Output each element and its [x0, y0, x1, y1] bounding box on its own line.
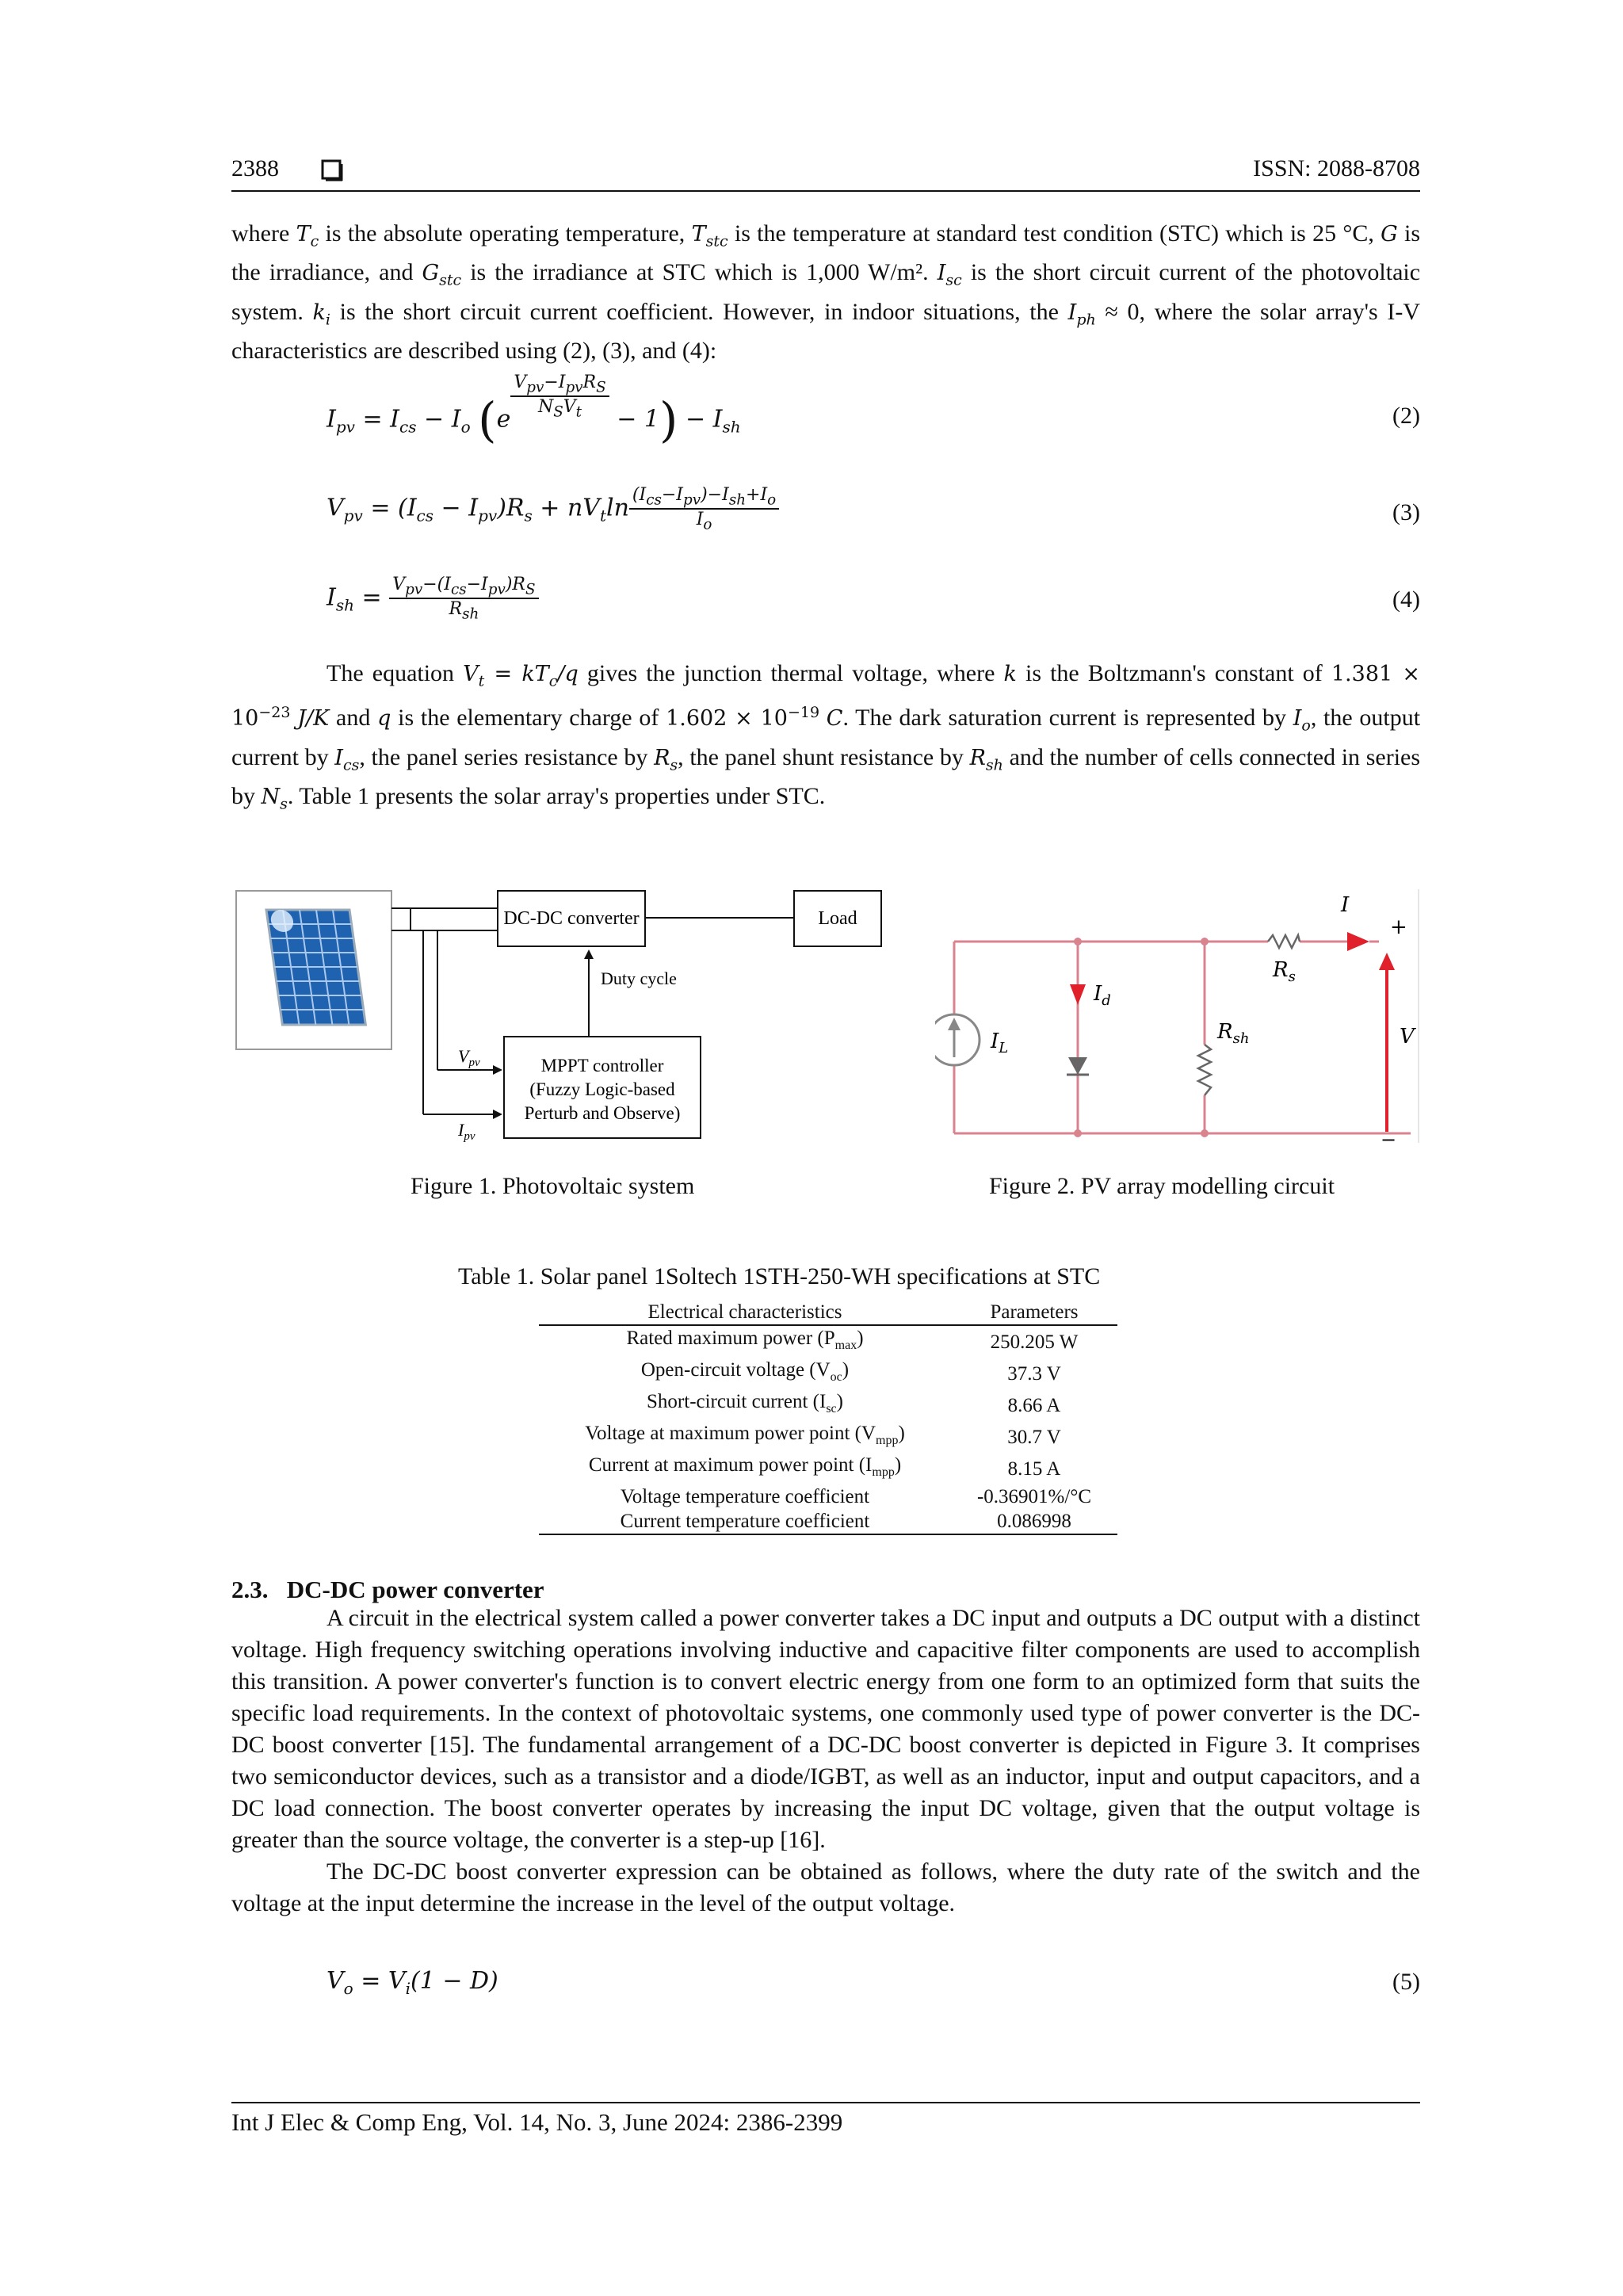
table-row [539, 1509, 1117, 1534]
figure-2-circuit [935, 881, 1442, 1151]
table-cell-characteristic: Current at maximum power point $(I_{mpp})$ [588, 1454, 902, 1479]
equation-5-number: (5) [1392, 1969, 1420, 1995]
table-cell-characteristic: Short-circuit current $(I_{sc})$ [647, 1391, 843, 1415]
rs-resistor-icon [1268, 935, 1300, 948]
table-cell-characteristic: Open-circuit voltage $(V_{oc})$ [640, 1359, 850, 1384]
circuit-wires [954, 942, 1411, 1133]
table-cell-characteristic: Current temperature coefficient [539, 1509, 951, 1534]
table-row [539, 1325, 1117, 1358]
mppt-line-1: MPPT controller [540, 1056, 664, 1075]
table-cell-characteristic: Voltage temperature coefficient [620, 1486, 870, 1507]
figure-1-diagram [235, 886, 900, 1144]
plus-label: + [1390, 915, 1407, 939]
table-cell-value: 37.3 V [1007, 1362, 1061, 1385]
v-label: V [1400, 1025, 1415, 1049]
intro-paragraph: where $T_c$ is the absolute operating temperature, $T_{stc}$ is the temperature at standard test condition (STC) which is 25 °C, G is the irradiance, and $G_{stc}$ is the irradiance at STC which is 1,000 W/m². $I_{sc}$ is the short circuit current of the photovoltaic system. $k_i$ is the short circuit current coefficient. However, in indoor situations, the $I_{ph} \approx 0$, where the solar array's I-V characteristics are described using (2), (3), and (4): [231, 220, 1421, 365]
table-header-parameters: Parameters [951, 1300, 1117, 1325]
thermal-paragraph: The equation $V_t = kT_c/q$ gives the junction thermal voltage, where k is the Boltzmann's constant of $1.381 \times 10^{-23}$ J/K and q is the elementary charge of $1.602 \times 10^{-19}$ C. The dark saturation current is represented by $I_o$, the output current by $I_{cs}$, the panel series resistance by $R_s$, the panel shunt resistance by $R_{sh}$ and the number of cells connected in series by $N_s$. Table 1 presents the solar array's properties under STC. [231, 660, 1421, 813]
table-1 [539, 1300, 1117, 1535]
footer-text: Int J Elec & Comp Eng, Vol. 14, No. 3, June 2024: 2386-2399 [231, 2108, 843, 2136]
section-paragraph-1: A circuit in the electrical system called a power converter takes a DC input and outputs a DC output with a distinct voltage. High frequency switching operations involving inductive and capacitive filter components are used to accomplish this transition. A power converter's function is to convert electric energy from one form to an optimized form that suits the specific load requirements. In the context of photovoltaic systems, one commonly used type of power converter is the DC-DC boost converter [15]. The fundamental arrangement of a DC-DC boost converter is depicted in Figure 3. It comprises two semiconductor devices, such as a transistor and a diode/IGBT, as well as an inductor, input and output capacitors, and a DC load connection. The boost converter operates by increasing the input DC voltage, given that the output voltage is greater than the source voltage, the converter is a step-up [16]. [231, 1605, 1420, 1853]
mppt-line-2: (Fuzzy Logic-based [529, 1079, 675, 1099]
equation-3: $V_{pv} = (I_{cs} - I_{pv})R_s + nV_t\ln$ $\frac{(I_{cs}-I_{pv})-I_{sh}+I_o}{I_o}$ [327, 485, 779, 533]
id-arrow-icon [1070, 984, 1086, 1005]
table-cell-value: 8.66 A [1007, 1394, 1061, 1416]
table-header-characteristics: Electrical characteristics [539, 1300, 951, 1325]
footer-rule [231, 2102, 1420, 2103]
section-heading: 2.3. DC-DC power converter [231, 1576, 544, 1603]
solar-panel-icon [266, 910, 365, 1025]
table-row [539, 1389, 1117, 1421]
voltage-arrow-icon [1379, 953, 1395, 970]
il-label: $I_L$ [991, 1030, 1009, 1056]
table-cell-value: 8.15 A [1007, 1457, 1061, 1480]
section-body [231, 1603, 1420, 1920]
table-row [539, 1421, 1117, 1453]
figure-2-caption: Figure 2. PV array modelling circuit [989, 1173, 1335, 1199]
table-cell-value: 0.086998 [951, 1509, 1117, 1534]
box-icon [321, 159, 343, 181]
equation-4-number: (4) [1392, 586, 1420, 613]
section-paragraph-2: The DC-DC boost converter expression can be obtained as follows, where the duty rate of the switch and the voltage at the input determine the increase in the level of the output voltage. [231, 1859, 1420, 1916]
duty-cycle-label: Duty cycle [601, 968, 677, 988]
header-rule [231, 190, 1420, 192]
equation-5: $V_o = V_i(1 - D)$ [327, 1967, 498, 1998]
diode-icon [1068, 1057, 1087, 1075]
table-row [539, 1358, 1117, 1389]
i-label: I [1341, 893, 1350, 917]
figure-1-caption: Figure 1. Photovoltaic system [411, 1173, 695, 1199]
table-cell-characteristic: Rated maximum power $(P_{max})$ [626, 1328, 864, 1352]
table-1-title: Table 1. Solar panel 1Soltech 1STH-250-WH specifications at STC [458, 1263, 1101, 1289]
ipv-label: $I_{pv}$ [458, 1120, 475, 1143]
current-source-icon [935, 1014, 980, 1065]
table-cell-value: 30.7 V [1007, 1426, 1061, 1448]
current-arrow-icon [1347, 932, 1369, 951]
table-row [539, 1484, 1117, 1509]
page-number: 2388 [231, 155, 279, 181]
rs-label: $R_s$ [1273, 958, 1296, 985]
dcdc-converter-label: DC-DC converter [503, 908, 640, 929]
load-label: Load [818, 908, 857, 929]
rsh-label: $R_{sh}$ [1217, 1020, 1250, 1047]
minus-label: − [1381, 1129, 1397, 1151]
equation-4: $I_{sh}$ = $\frac{V_{pv}-(I_{cs}-I_{pv})R_S}{R_{sh}}$ [327, 575, 539, 623]
vpv-label: $V_{pv}$ [458, 1046, 480, 1069]
table-cell-characteristic: Voltage at maximum power point $(V_{mpp})$ [585, 1423, 905, 1447]
table-cell-value: 250.205 W [990, 1331, 1079, 1353]
table-row [539, 1453, 1117, 1484]
equation-2-number: (2) [1392, 403, 1420, 429]
issn: ISSN: 2088-8708 [1253, 155, 1420, 181]
equation-3-number: (3) [1392, 499, 1420, 525]
id-label: $I_d$ [1094, 982, 1111, 1009]
rsh-resistor-icon [1198, 1045, 1211, 1095]
table-cell-value: -0.36901%/°C [976, 1486, 1092, 1507]
equation-2: $I_{pv} = I_{cs} - I_o$ (e $\frac{V_{pv}-I_{pv}R_S}{N_SV_t}$ − $1) - I_{sh}$ [327, 372, 741, 449]
mppt-line-3: Perturb and Observe) [524, 1103, 681, 1123]
